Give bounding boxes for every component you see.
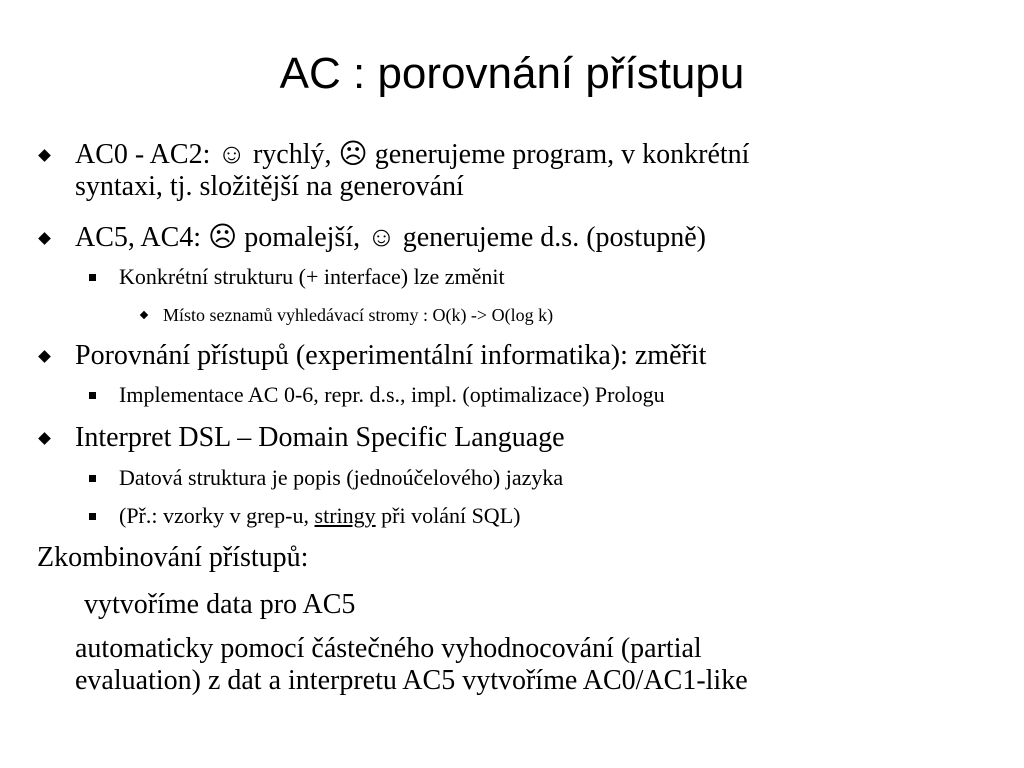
bullet-item-line: AC0 - AC2: ☺ rychlý, ☹ generujeme program, v konkrétní	[75, 139, 750, 170]
bullet-item-interpret-dsl: Interpret DSL – Domain Specific Language	[75, 422, 565, 453]
square-bullet-icon	[89, 475, 96, 482]
diamond-bullet-icon	[38, 432, 51, 445]
square-bullet-icon	[89, 392, 96, 399]
slide-title: AC : porovnání přístupu	[279, 49, 745, 98]
underlined-word: stringy	[314, 503, 376, 528]
square-bullet-icon	[89, 513, 96, 520]
paragraph-automaticky: automaticky pomocí částečného vyhodnocování (partial evaluation) z dat a interpretu AC5 vytvoříme AC0/AC1-like	[75, 633, 748, 696]
frowning-face-icon: ☹	[208, 222, 238, 253]
bullet-item-porovnani-pristupu: Porovnání přístupů (experimentální informatika): změřit	[75, 340, 707, 371]
paragraph-vytvorime-data: vytvoříme data pro AC5	[77, 589, 356, 620]
square-bullet-icon	[89, 274, 96, 281]
bullet-item-ac0-ac2	[75, 139, 749, 203]
diamond-bullet-icon	[38, 149, 51, 162]
sub-item-priklad: (Př.: vzorky v grep-u, stringy při volání SQL)	[119, 503, 521, 528]
paragraph-zkombinovani: Zkombinování přístupů:	[37, 542, 309, 573]
diamond-bullet-icon	[140, 311, 148, 319]
sub-sub-item-misto-seznamu: Místo seznamů vyhledávací stromy : O(k) -> O(log k)	[163, 305, 554, 325]
frowning-face-icon: ☹	[338, 139, 368, 170]
sub-item-datova-struktura: Datová struktura je popis (jednoúčelového) jazyka	[119, 465, 564, 490]
diamond-bullet-icon	[38, 350, 51, 363]
sub-item-implementace: Implementace AC 0-6, repr. d.s., impl. (optimalizace) Prologu	[119, 382, 665, 407]
smiling-face-icon: ☺	[367, 222, 396, 253]
bullet-item-line: syntaxi, tj. složitější na generování	[75, 171, 464, 202]
sub-item-konkretni-strukturu: Konkrétní strukturu (+ interface) lze změnit	[119, 264, 505, 289]
bullet-item-ac5-ac4: AC5, AC4: ☹ pomalejší, ☺ generujeme d.s. (postupně)	[75, 222, 706, 253]
diamond-bullet-icon	[38, 232, 51, 245]
smiling-face-icon: ☺	[217, 139, 246, 170]
